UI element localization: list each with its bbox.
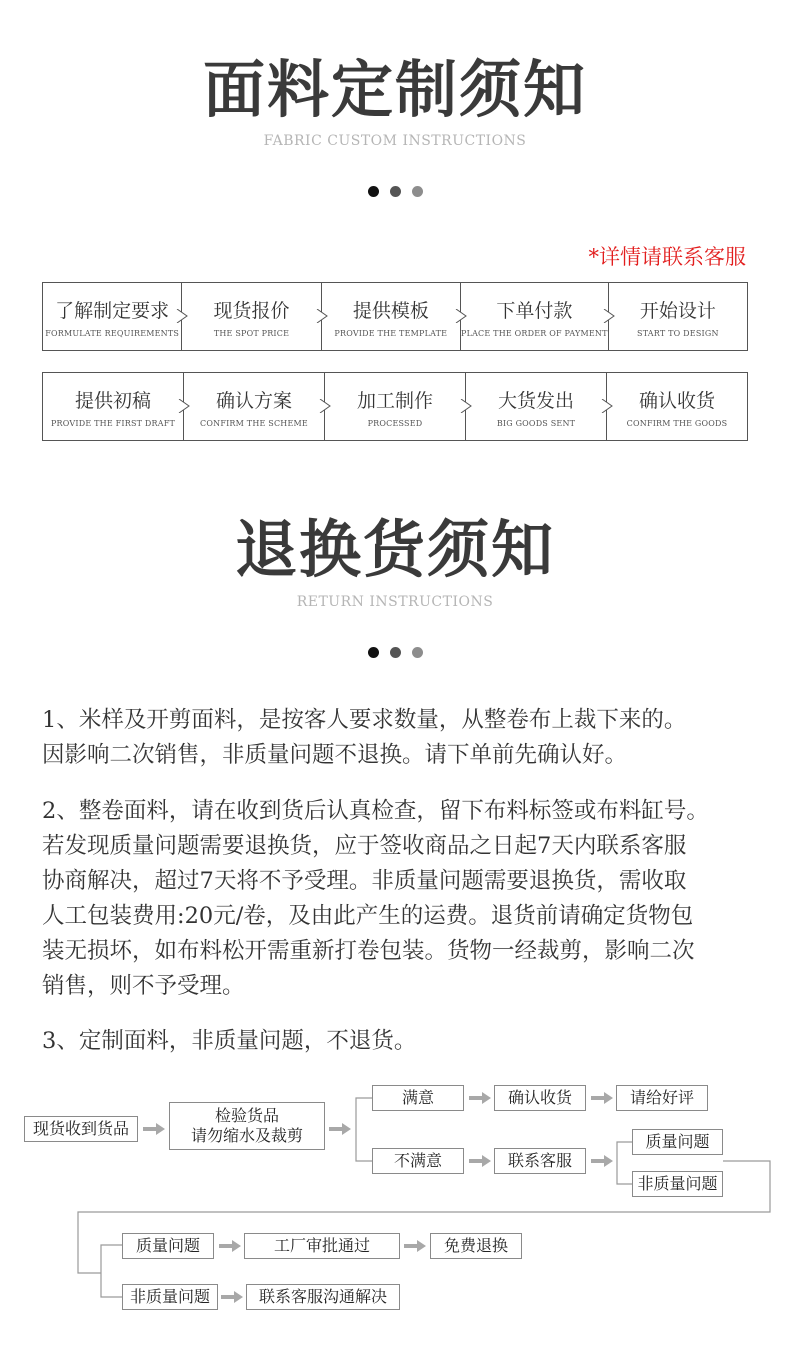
text-line: 2、整卷面料，请在收到货后认真检查，留下布料标签或布料缸号。	[42, 798, 709, 824]
arrow-right-icon	[591, 1155, 613, 1167]
step-label: 确认方案	[215, 390, 292, 412]
flow-contact-resolve: 联系客服沟通解决	[246, 1284, 400, 1310]
arrow-right-icon	[591, 1092, 613, 1104]
arrow-right-icon	[404, 1240, 426, 1252]
returns-title: 退换货须知	[234, 513, 555, 586]
text-line: 3、定制面料，非质量问题，不退货。	[42, 1028, 417, 1054]
step-label: 下单付款	[496, 300, 573, 322]
flow-received: 现货收到货品	[24, 1116, 138, 1142]
flow-quality-issue: 质量问题	[632, 1129, 723, 1155]
flow-factory-approval: 工厂审批通过	[244, 1233, 400, 1259]
flow-unsatisfied: 不满意	[372, 1148, 464, 1174]
flow-contact-service: 联系客服	[494, 1148, 586, 1174]
text-line: 协商解决，超过7天将不予受理。非质量问题需要退换货，需收取	[42, 868, 687, 894]
step-label: 提供初稿	[74, 390, 151, 412]
step-label: 提供模板	[352, 300, 429, 322]
step-label: 开始设计	[639, 300, 716, 322]
flow-free-exchange: 免费退换	[430, 1233, 522, 1259]
text-line: 装无损坏，如布料松开需重新打卷包装。货物一经裁剪，影响二次	[42, 938, 695, 964]
chevron-right-icon	[316, 309, 328, 323]
step-label-en: CONFIRM THE GOODS	[626, 419, 728, 428]
chevron-right-icon	[178, 399, 190, 413]
step-label-en: BIG GOODS SENT	[496, 419, 576, 428]
custom-title: 面料定制须知	[202, 53, 587, 126]
flow-non-quality-issue: 非质量问题	[632, 1171, 723, 1197]
step-label: 加工制作	[356, 390, 433, 412]
step-label: 确认收货	[638, 390, 715, 412]
chevron-right-icon	[601, 399, 613, 413]
chevron-right-icon	[455, 309, 467, 323]
flow-inspect-line: 检验货品	[214, 1106, 279, 1125]
step-label: 现货报价	[213, 300, 290, 322]
arrow-right-icon	[143, 1123, 165, 1135]
arrow-right-icon	[219, 1240, 241, 1252]
chevron-right-icon	[460, 399, 472, 413]
text-line: 销售，则不予受理。	[42, 973, 245, 999]
step-label-en: PLACE THE ORDER OF PAYMENT	[460, 329, 608, 338]
chevron-right-icon	[176, 309, 188, 323]
contact-note: *详情请联系客服	[588, 245, 746, 269]
returns-subtitle: RETURN INSTRUCTIONS	[296, 594, 494, 610]
flow-good-review: 请给好评	[616, 1085, 708, 1111]
chevron-right-icon	[603, 309, 615, 323]
step-label-en: FORMULATE REQUIREMENTS	[45, 329, 180, 338]
step-label-en: PROVIDE THE FIRST DRAFT	[50, 419, 176, 428]
step-label-en: CONFIRM THE SCHEME	[200, 419, 308, 428]
step-label-en: PROCESSED	[367, 419, 423, 428]
text-line: 人工包装费用:20元/卷，及由此产生的运费。退货前请确定货物包	[42, 903, 694, 929]
arrow-right-icon	[329, 1123, 351, 1135]
flow-quality-issue-2: 质量问题	[122, 1233, 214, 1259]
step-label: 了解制定要求	[55, 300, 170, 322]
flow-confirm-receipt: 确认收货	[494, 1085, 586, 1111]
flow-inspect	[169, 1102, 325, 1150]
text-line: 若发现质量问题需要退换货，应于签收商品之日起7天内联系客服	[42, 833, 687, 859]
text-line: 因影响二次销售，非质量问题不退换。请下单前先确认好。	[42, 742, 628, 768]
custom-subtitle: FABRIC CUSTOM INSTRUCTIONS	[263, 133, 527, 149]
chevron-right-icon	[319, 399, 331, 413]
arrow-right-icon	[221, 1291, 243, 1303]
arrow-right-icon	[469, 1092, 491, 1104]
flow-inspect-line: 请勿缩水及裁剪	[190, 1126, 303, 1145]
flow-satisfied: 满意	[372, 1085, 464, 1111]
text-line: 1、米样及开剪面料，是按客人要求数量，从整卷布上裁下来的。	[42, 707, 687, 733]
step-label-en: START TO DESIGN	[637, 329, 719, 338]
arrow-right-icon	[469, 1155, 491, 1167]
step-label-en: PROVIDE THE TEMPLATE	[334, 329, 448, 338]
flow-non-quality-issue-2: 非质量问题	[122, 1284, 218, 1310]
step-label: 大货发出	[497, 390, 574, 412]
step-label-en: THE SPOT PRICE	[213, 329, 290, 338]
